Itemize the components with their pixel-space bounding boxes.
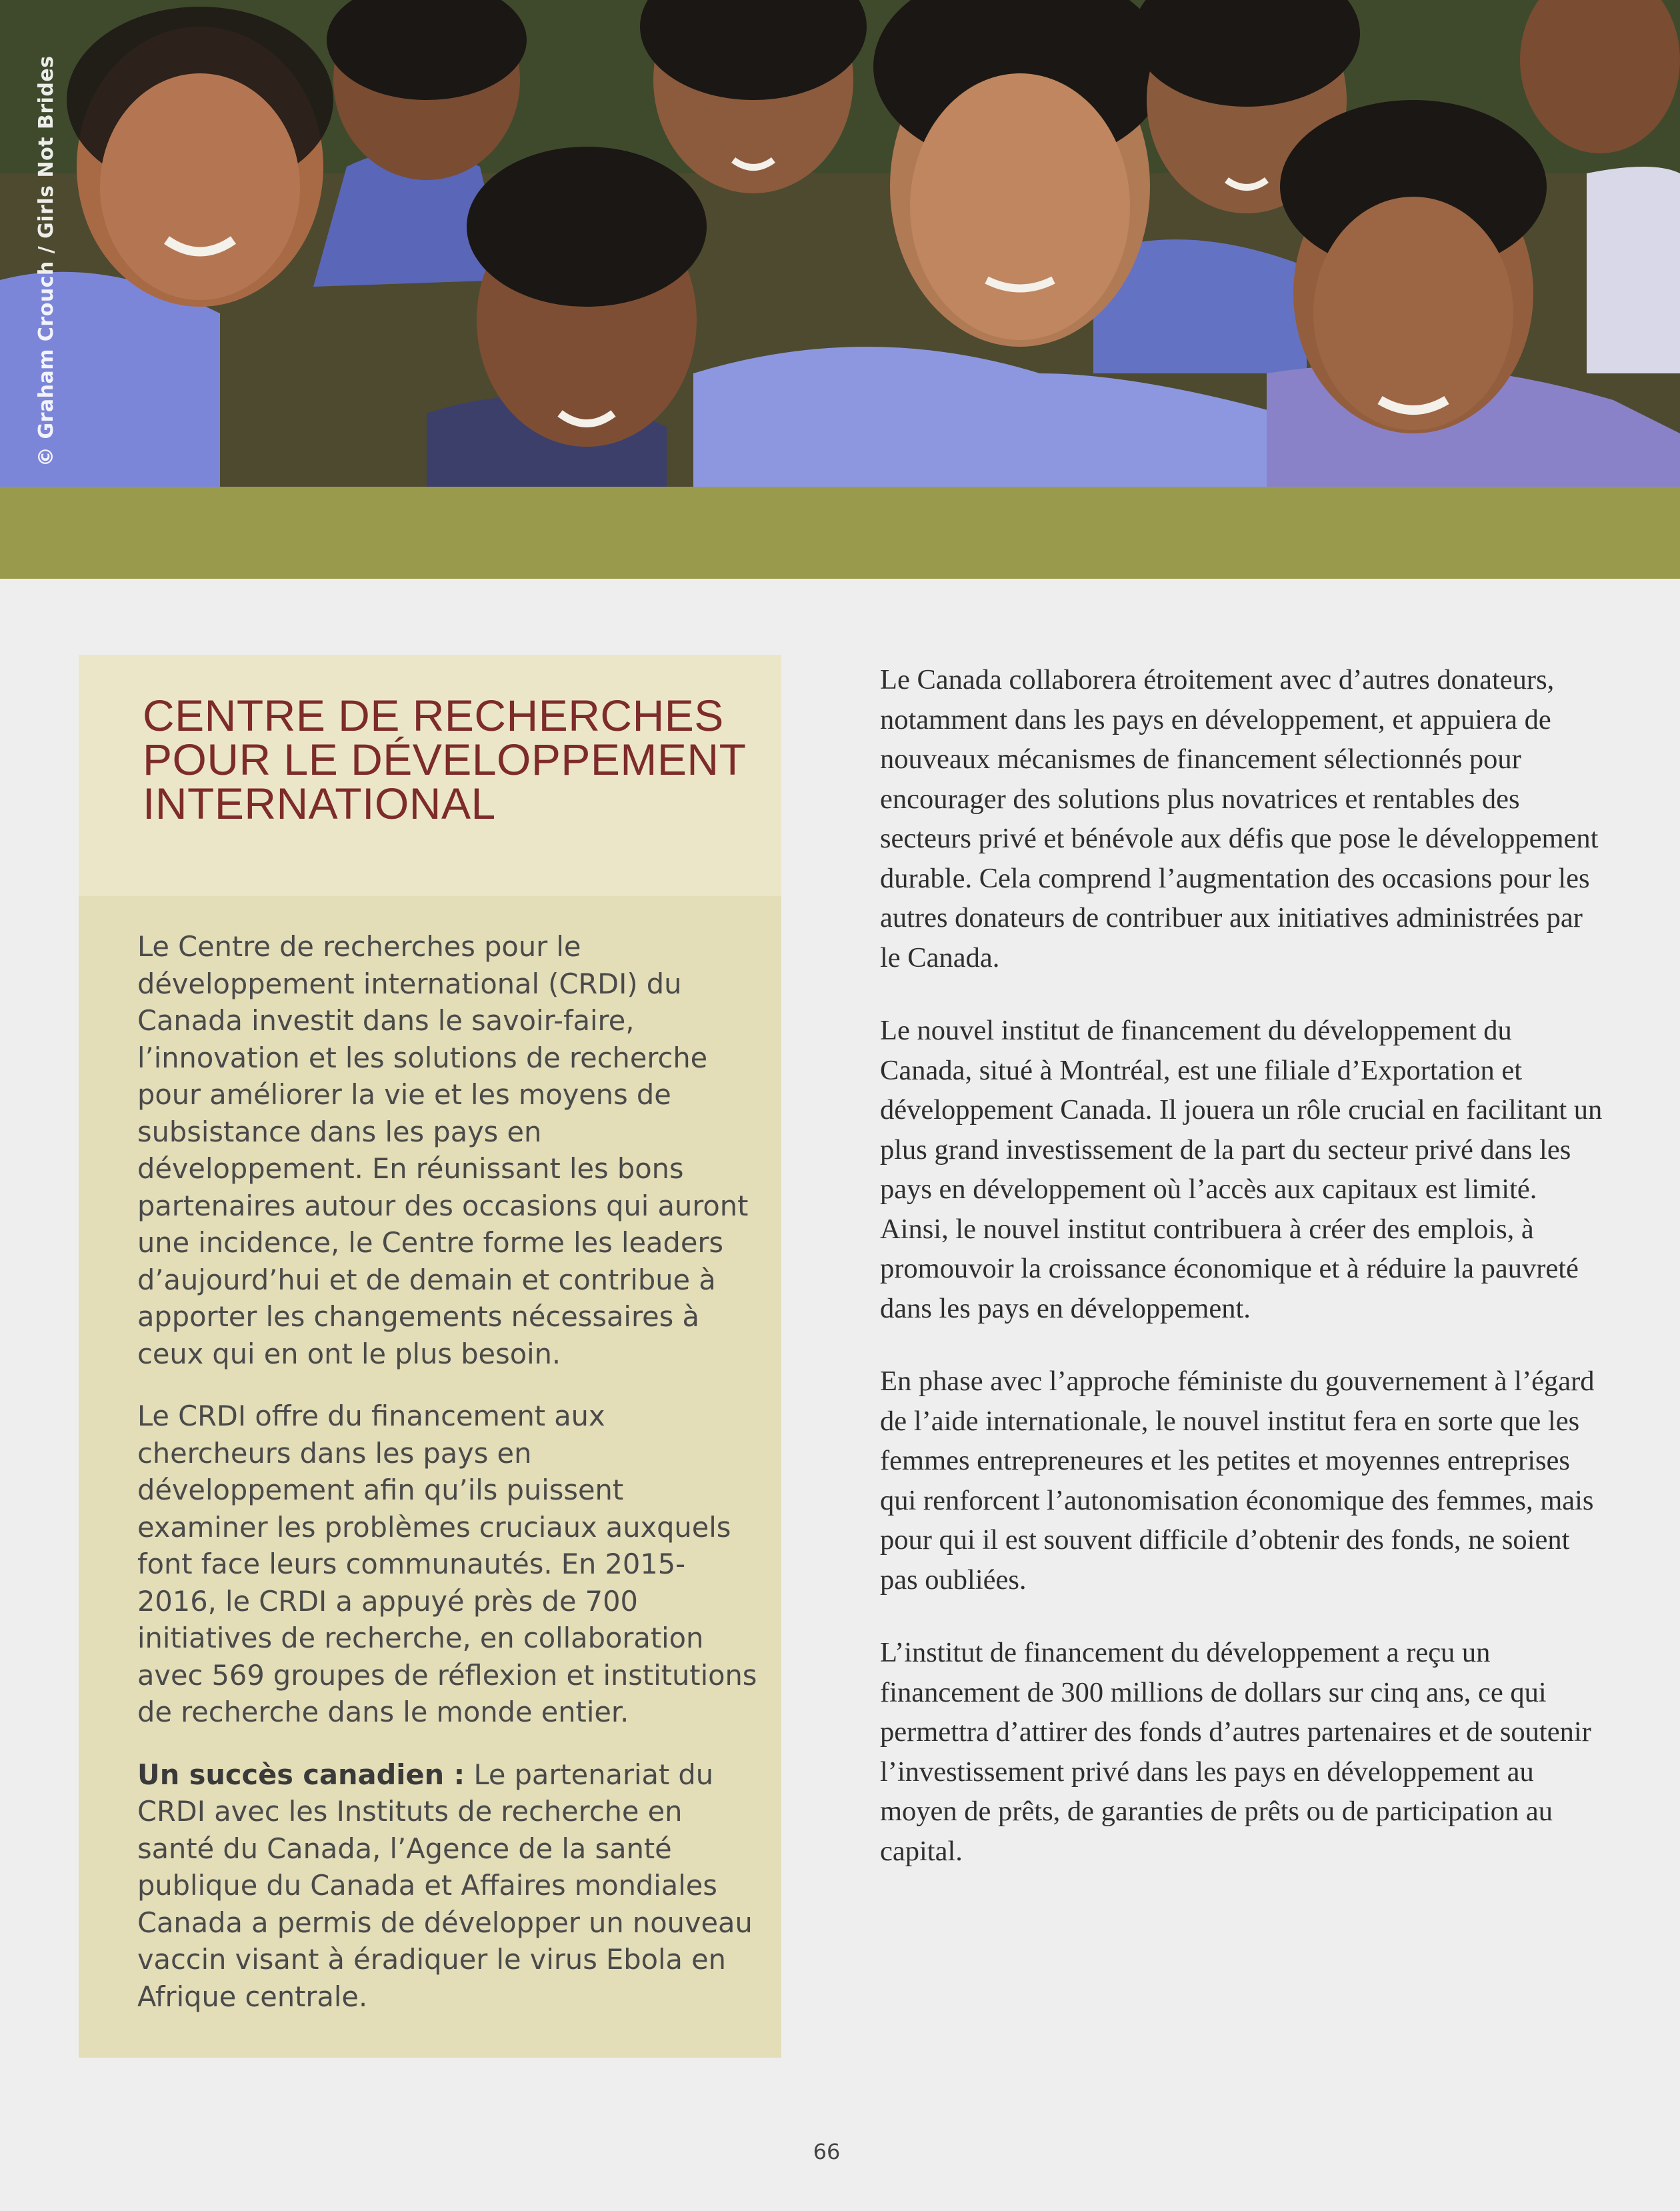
olive-band [0,487,1680,579]
page-number: 66 [813,2139,841,2164]
sidebar-header [79,655,781,896]
children-photo-illustration [0,0,1680,487]
sidebar-paragraph: Le Centre de recherches pour le développement international (CRDI) du Canada investit dans le savoir-faire, l’innovation et les solutions de recherche pour améliorer la vie et les moyens de subsistance dans les pays en développement. En réunissant les bons partenaires autour des occasions qui auront une incidence, le Centre forme les leaders d’aujourd’hui et de demain et contribue à apporter les changements nécessaires à ceux qui en ont le plus besoin. [137,930,749,1370]
sidebar-highlight [137,1756,757,2016]
main-column [880,660,1607,1904]
highlight-label: Un succès canadien : [137,1758,465,1791]
main-paragraph: Le nouvel institut de financement du développement du Canada, situé à Montréal, est une filiale d’Exportation et développement Canada. Il jouera un rôle crucial en facilitant un plus grand investissement de la part du secteur privé dans les pays en développement où l’accès aux capitaux est limité. Ainsi, le nouvel institut contribuera à créer des emplois, à promouvoir la croissance économique et à réduire la pauvreté dans les pays en développement. [880,1015,1603,1324]
main-paragraph: L’institut de financement du développement a reçu un financement de 300 millions de dollars sur cinq ans, ce qui permettra d’attirer des fonds d’autres partenaires et de soutenir l’investissement privé dans les pays en développement au moyen de prêts, de garanties de prêts ou de participation au capital. [880,1637,1591,1867]
sidebar-title: CENTRE DE RECHERCHES POUR LE DÉVELOPPEMENT INTERNATIONAL [143,691,746,828]
header-photo [0,0,1680,487]
sidebar-paragraph: Le CRDI offre du financement aux chercheurs dans les pays en développement afin qu’ils puissent examiner les problèmes cruciaux auxquels font face leurs communautés. En 2015-2016, le CRDI a appuyé près de 700 initiatives de recherche, en collaboration avec 569 groupes de réflexion et institutions de recherche dans le monde entier. [137,1400,757,1728]
crdi-sidebar [79,655,781,2058]
highlight-text: Le partenariat du CRDI avec les Instituts de recherche en santé du Canada, l’Agence de la santé publique du Canada et Affaires mondiales Canada a permis de développer un nouveau vaccin visant à éradiquer le virus Ebola en Afrique centrale. [137,1758,753,2013]
photo-credit: © Graham Crouch / Girls Not Brides [35,55,58,467]
sidebar-body [137,928,757,2040]
main-paragraph: En phase avec l’approche féministe du gouvernement à l’égard de l’aide internationale, le nouvel institut fera en sorte que les femmes entrepreneures et les petites et moyennes entreprises qui renforcent l’autonomisation économique des femmes, mais pour qui il est souvent difficile d’obtenir des fonds, ne soient pas oubliées. [880,1366,1595,1596]
main-paragraph: Le Canada collaborera étroitement avec d’autres donateurs, notamment dans les pays en développement, et appuiera de nouveaux mécanismes de financement sélectionnés pour encourager des solutions plus novatrices et rentables des secteurs privé et bénévole aux défis que pose le développement durable. Cela comprend l’augmentation des occasions pour les autres donateurs de contribuer aux initiatives administrées par le Canada. [880,664,1599,973]
